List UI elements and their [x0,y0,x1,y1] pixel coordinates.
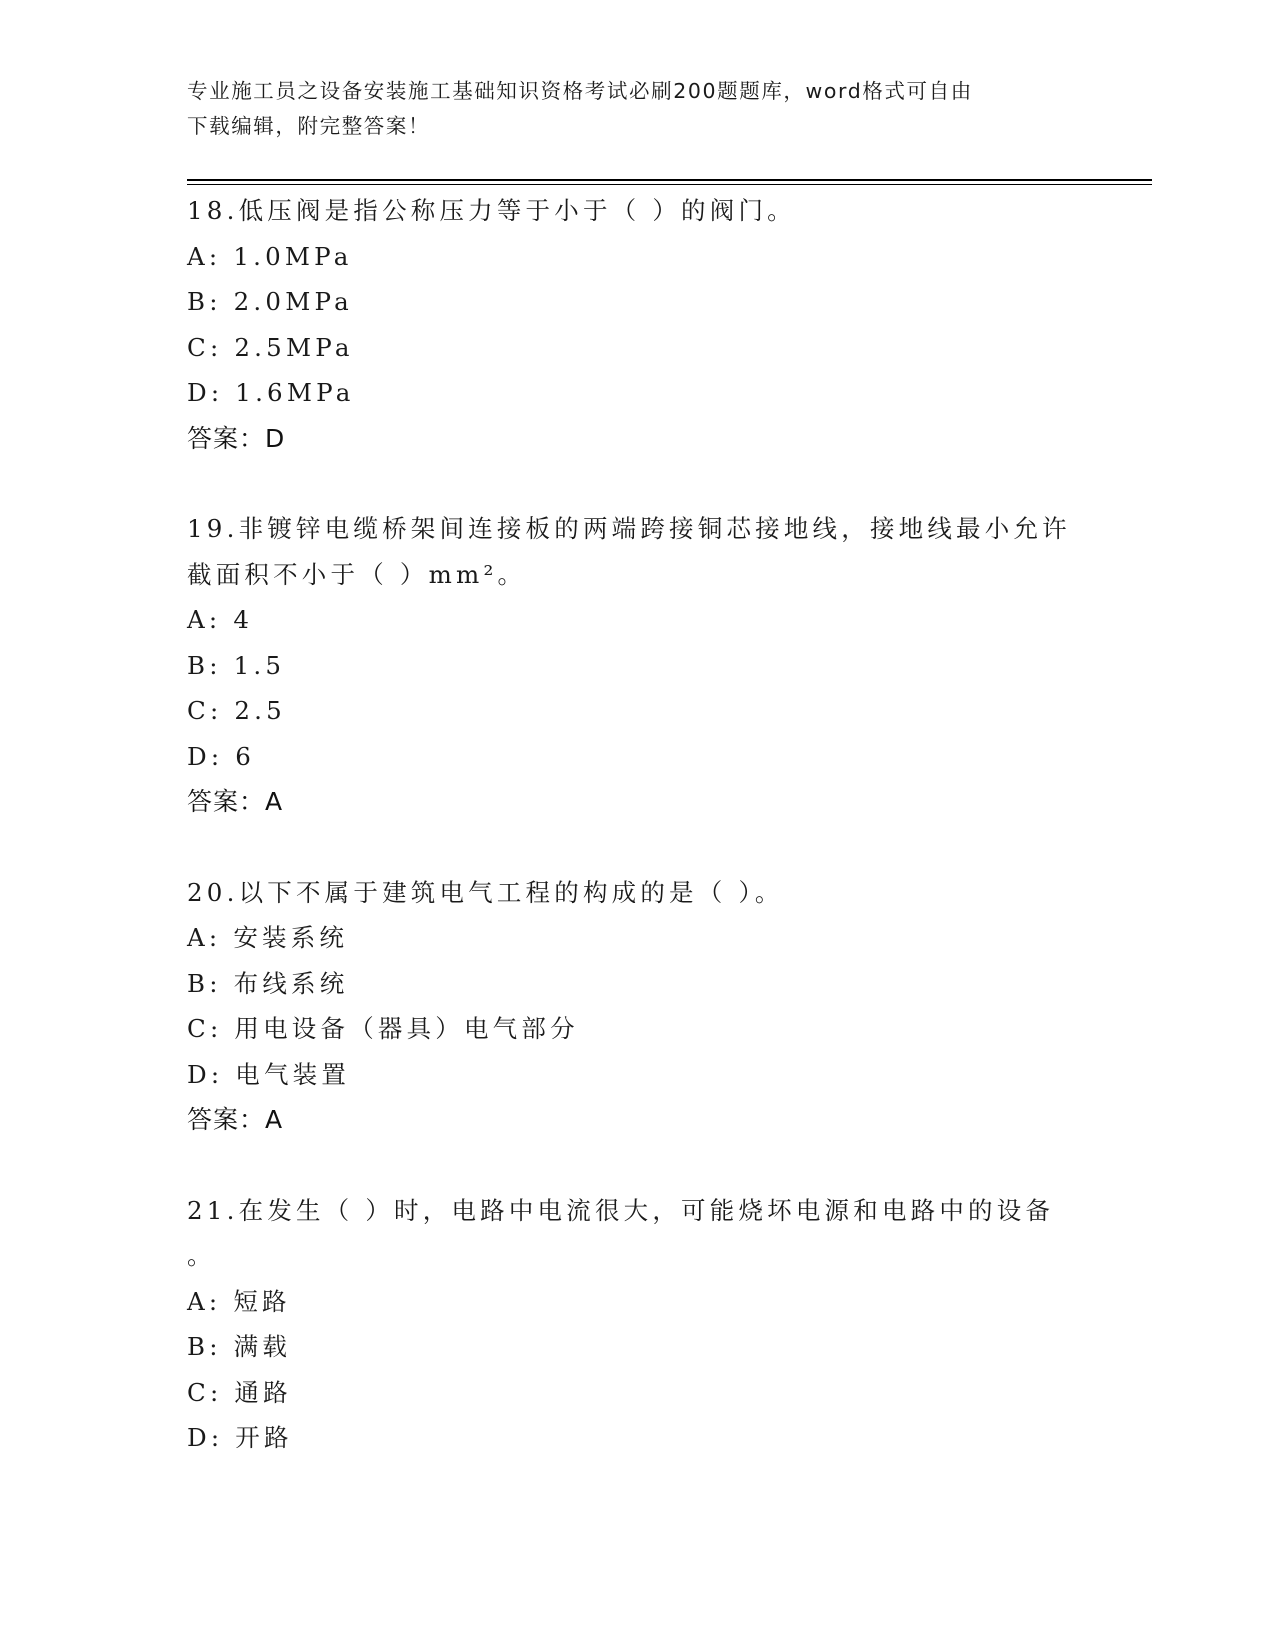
header-line-2: 下载编辑，附完整答案！ [187,114,431,138]
question-stem-line-1: 21.在发生（ ）时，电路中电流很大，可能烧坏电源和电路中的设备 [187,1195,1055,1225]
question-stem-line-2: 截面积不小于（ ）mm²。 [187,559,527,589]
question-stem: 18.低压阀是指公称压力等于小于（ ）的阀门。 [187,196,796,225]
document-header [187,74,1067,144]
option-c: C: 2.5MPa [187,332,354,362]
option-c: C: 通路 [187,1377,292,1407]
option-b: B: 2.0MPa [187,287,353,316]
header-rule-thin [187,184,1152,185]
question-list [187,188,1087,1461]
header-line-1: 专业施工员之设备安装施工基础知识资格考试必刷200题题库，word格式可自由 [187,79,973,103]
option-a: A: 安装系统 [187,923,349,952]
question-21 [187,1188,1087,1461]
option-b: B: 满载 [187,1332,292,1361]
option-c: C: 用电设备（器具）电气部分 [187,1014,579,1043]
option-a: A: 1.0MPa [187,241,353,271]
question-18 [187,188,1087,461]
option-c: C: 2.5 [187,696,286,725]
option-a: A: 4 [187,605,254,634]
option-a: A: 短路 [187,1286,291,1316]
question-stem: 20.以下不属于建筑电气工程的构成的是（ ）。 [187,877,784,907]
option-d: D: 6 [187,741,256,771]
option-d: D: 电气装置 [187,1059,351,1089]
question-stem-line-1: 19.非镀锌电缆桥架间连接板的两端跨接铜芯接地线，接地线最小允许 [187,514,1071,543]
question-20 [187,870,1087,1143]
option-b: B: 布线系统 [187,968,349,998]
question-stem-line-2: 。 [187,1241,216,1270]
option-b: B: 1.5 [187,650,286,680]
option-d: D: 1.6MPa [187,378,355,407]
header-rule-thick [187,179,1152,181]
answer-line: 答案：A [187,787,284,816]
answer-line: 答案：A [187,1105,284,1134]
question-19 [187,506,1087,825]
option-d: D: 开路 [187,1423,293,1452]
answer-line: 答案：D [187,423,286,453]
